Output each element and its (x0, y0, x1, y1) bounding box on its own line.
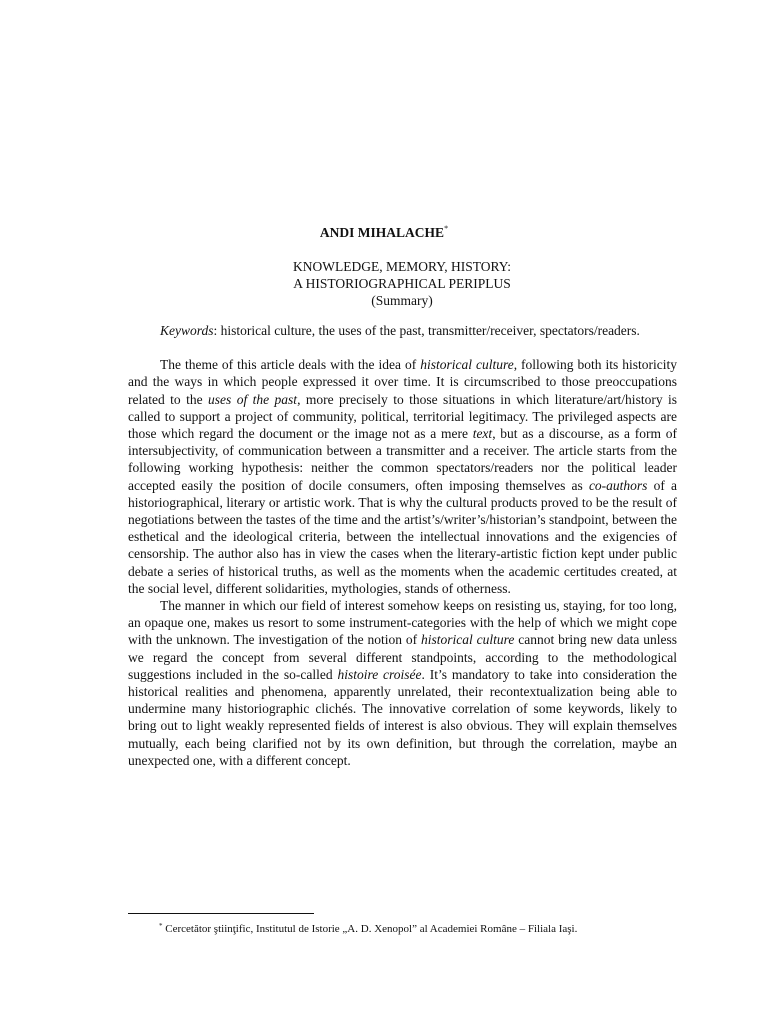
keywords-paragraph (128, 322, 677, 339)
footnote-separator (128, 913, 314, 914)
emphasis-term: co-authors (588, 477, 648, 493)
title-line-3: (Summary) (371, 293, 433, 308)
emphasis-term: histoire croisée (337, 666, 422, 682)
footnote-mark: * (159, 922, 163, 930)
emphasis-term: uses of the past (208, 391, 298, 407)
paragraph-1 (128, 356, 677, 597)
author-name: ANDI MIHALACHE (319, 225, 445, 240)
article-body (128, 322, 677, 769)
footnote (159, 920, 577, 936)
paragraph-text: , following both its historicity and the ways in which people expressed it over time. It is circumscribed to those preoccupations related to the (128, 357, 677, 407)
paragraph-text: , more precisely to those situations in which literature/art/history is called to support a project of community, political, territorial legitimacy. The privileged aspects are those which regard the document or the image not as a mere (128, 391, 677, 442)
footnote-text: Cercetător ştiinţific, Institutul de Istorie „A. D. Xenopol” al Academiei Române – Filiala Iaşi. (162, 923, 578, 935)
paragraph-text: The theme of this article deals with the idea of (160, 357, 421, 373)
author-footnote-mark: * (444, 224, 449, 233)
paragraph-text: , but as a discourse, as a form of intersubjectivity, of communication between a transmitter and a receiver. The article starts from the following working hypothesis: neither the common spectators/readers nor the political leader accepted easily the position of docile consumers, often imposing themselves as (128, 426, 678, 493)
paragraph-text: of a historiographical, literary or artistic work. That is why the cultural products proved to be the result of negotiations between the tastes of the time and the artist’s/writer’s/historian’s standpoint, between the esthetical and the ideological criteria, between the intellectual innovations and the exigencies of censorship. The author also has in view the cases when the literary-artistic fiction kept under public debate a series of historical truths, as well as the moments when the academic certitudes created, at the social level, different solidarities, mythologies, stands of otherness. (128, 477, 677, 596)
paragraph-text: The manner in which our field of interest somehow keeps on resisting us, staying, for too long, an opaque one, makes us resort to some instrument-categories with the help of which we might cope with the unknown. The investigation of the notion of (128, 598, 677, 648)
author-heading (0, 224, 768, 241)
title-line-1: KNOWLEDGE, MEMORY, HISTORY: (292, 259, 512, 274)
paragraph-text: cannot bring new data unless we regard the concept from several different standpoints, according to the methodological suggestions included in the so-called (128, 632, 677, 682)
title-line-2: A HISTORIOGRAPHICAL PERIPLUS (293, 276, 511, 291)
paragraph-text: . It’s mandatory to take into consideration the historical realities and phenomena, apparently unrelated, their recontextualization being able to undermine many historiographic clichés. The innovative correlation of some keywords, likely to bring out to light weakly represented fields of interest is also obvious. They will explain themselves mutually, each being clarified not by its own definition, but through the correlation, maybe an unexpected one, with a different concept. (128, 666, 677, 768)
emphasis-term: text (472, 426, 493, 442)
keywords-text: : historical culture, the uses of the past, transmitter/receiver, spectators/readers. (213, 323, 640, 338)
emphasis-term: historical culture (421, 632, 515, 648)
emphasis-term: historical culture (420, 357, 514, 373)
article-title (0, 258, 768, 309)
keywords-label: Keywords (160, 323, 214, 338)
paragraph-2 (128, 597, 677, 769)
